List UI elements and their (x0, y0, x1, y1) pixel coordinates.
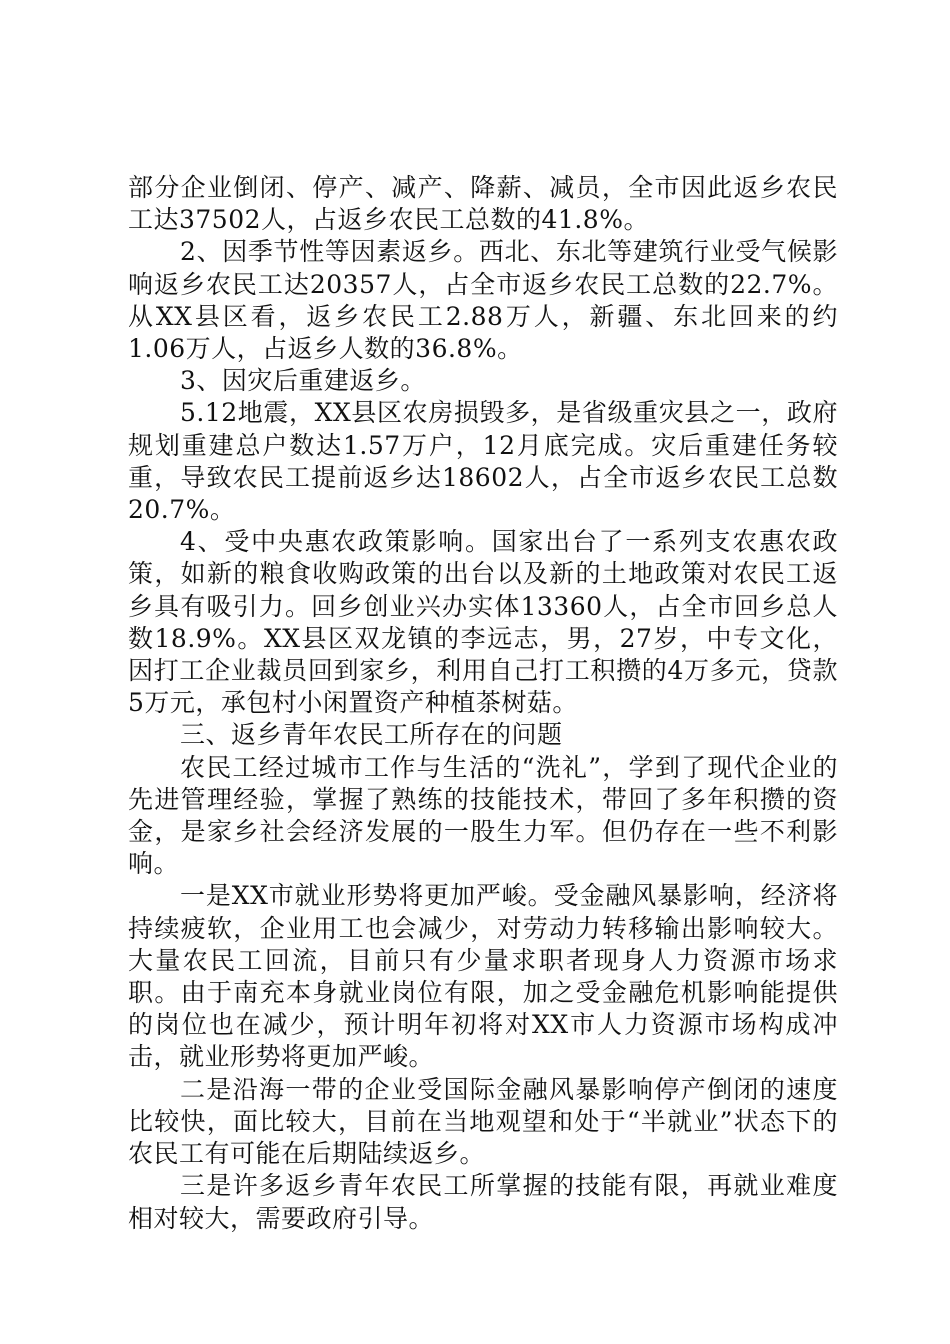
paragraph-problem-two: 二是沿海一带的企业受国际金融风暴影响停产倒闭的速度比较快，面比较大，目前在当地观望和处于“半就业”状态下的农民工有可能在后期陆续返乡。 (128, 1074, 838, 1169)
document-body (128, 172, 838, 1235)
paragraph-problem-three: 三是许多返乡青年农民工所掌握的技能有限，再就业难度相对较大，需要政府引导。 (128, 1171, 838, 1233)
paragraph-baptism-intro: 农民工经过城市工作与生活的“洗礼”，学到了现代企业的先进管理经验，掌握了熟练的技能技术，带回了多年积攒的资金，是家乡社会经济发展的一股生力军。但仍存在一些不利影响。 (128, 752, 838, 879)
paragraph-seasonal-returnees: 2、因季节性等因素返乡。西北、东北等建筑行业受气候影响返乡农民工达20357人，占全市返乡农民工总数的22.7%。从XX县区看，返乡农民工2.88万人，新疆、东北回来的约1.06万人，占返乡人数的36.8%。 (128, 237, 838, 364)
paragraph-earthquake-reconstruction: 5.12地震，XX县区农房损毁多，是省级重灾县之一，政府规划重建总户数达1.57万户，12月底完成。灾后重建任务较重，导致农民工提前返乡达18602人，占全市返乡农民工总数20.7%。 (128, 398, 838, 525)
paragraph-agricultural-policy: 4、受中央惠农政策影响。国家出台了一系列支农惠农政策，如新的粮食收购政策的出台以及新的土地政策对农民工返乡具有吸引力。回乡创业兴办实体13360人，占全市回乡总人数18.9%。XX县区双龙镇的李远志，男，27岁，中专文化，因打工企业裁员回到家乡，利用自己打工积攒的4万多元，贷款5万元，承包村小闲置资产种植茶树菇。 (128, 527, 838, 718)
paragraph-reconstruction-heading: 3、因灾后重建返乡。 (180, 366, 426, 396)
section-heading-problems: 三、返乡青年农民工所存在的问题 (180, 720, 563, 750)
paragraph-problem-one: 一是XX市就业形势将更加严峻。受金融风暴影响，经济将持续疲软，企业用工也会减少，对劳动力转移输出影响较大。大量农民工回流，目前只有少量求职者现身人力资源市场求职。由于南充本身就业岗位有限，加之受金融危机影响能提供的岗位也在减少，预计明年初将对XX市人力资源市场构成冲击，就业形势将更加严峻。 (128, 881, 838, 1072)
paragraph-layoff-returnees: 部分企业倒闭、停产、减产、降薪、减员，全市因此返乡农民工达37502人，占返乡农民工总数的41.8%。 (128, 173, 838, 235)
